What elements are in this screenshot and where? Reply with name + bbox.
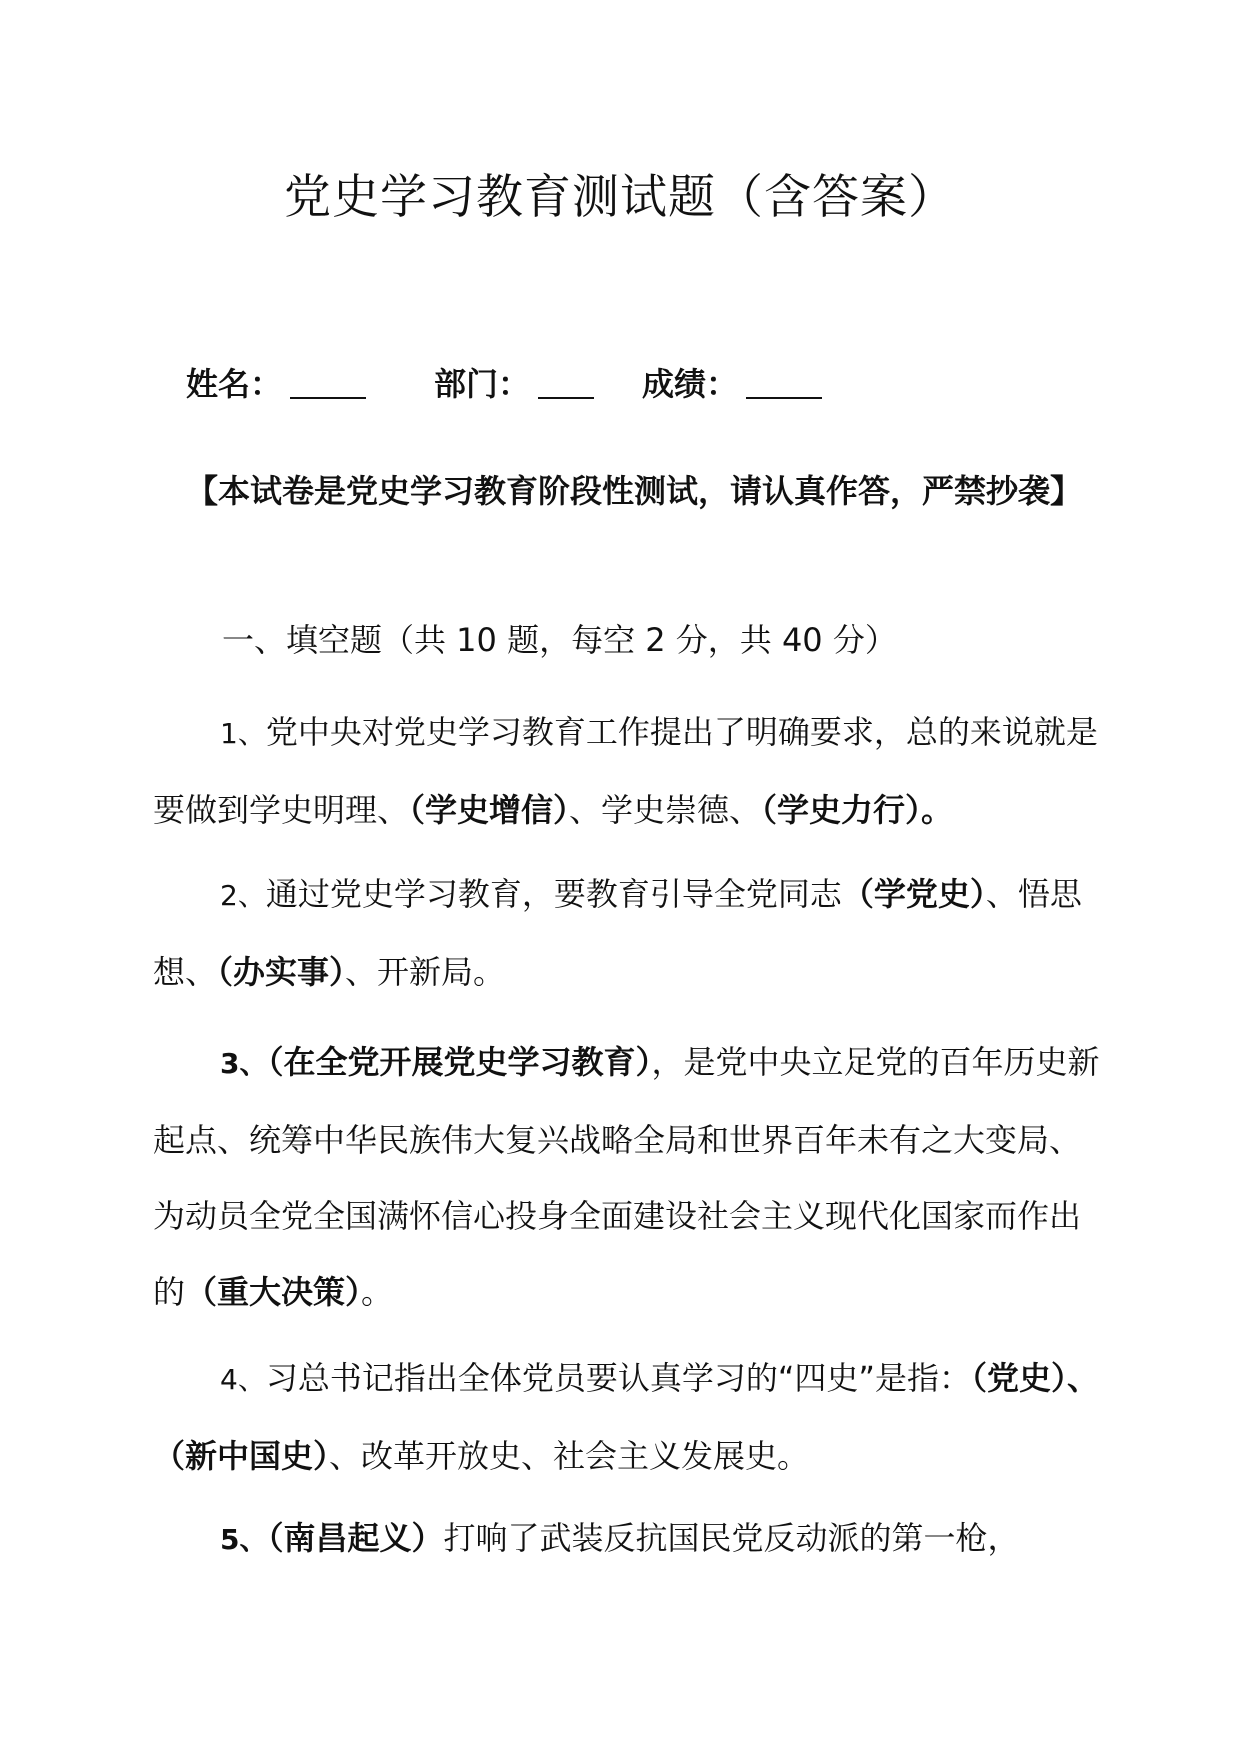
question-2: [153, 856, 1103, 1010]
question-text: 打响了武装反抗国民党反动派的第一枪，: [443, 1519, 1020, 1557]
dept-blank: [538, 367, 594, 399]
question-3: [153, 1024, 1103, 1330]
answer: （南昌起义）: [267, 1519, 444, 1557]
name-blank: [290, 367, 366, 399]
answer: （在全党开展党史学习教育）: [267, 1043, 652, 1081]
question-1: [153, 694, 1103, 848]
question-text: 、学史崇德、: [569, 791, 762, 829]
answer: （新中国史）: [153, 1437, 330, 1475]
answer: （学史增信）: [409, 791, 570, 829]
question-text: 党中央对党史学习教育工作提出了明确要求，总的来说就是要做到学史明理、: [153, 713, 1098, 829]
exam-notice: 【本试卷是党史学习教育阶段性测试，请认真作答，严禁抄袭】: [186, 472, 1083, 510]
name-field: [186, 362, 366, 406]
question-text: 、改革开放史、社会主义发展史。: [329, 1437, 810, 1475]
answer: （重大决策）: [185, 1273, 362, 1311]
question-text: 、开新局。: [345, 953, 506, 991]
question-text: ，是党中央立足党的百年历史新起点、统筹中华民族伟大复兴战略全局和世界百年未有之大变局、为动员全党全国满怀信心投身全面建设社会主义现代化国家而作出的: [153, 1043, 1100, 1311]
document-title: 党史学习教育测试题（含答案）: [284, 170, 956, 225]
answer: （学史力行）。: [761, 791, 954, 829]
score-blank: [746, 367, 822, 399]
question-number: 2、: [220, 879, 266, 912]
dept-field: [434, 362, 594, 406]
answer: （学党史）: [841, 875, 986, 913]
dept-label: 部门：: [434, 365, 531, 403]
question-number: 5、: [220, 1523, 268, 1556]
question-number: 3、: [220, 1047, 268, 1080]
question-text: 。: [361, 1273, 394, 1311]
question-text: 通过党史学习教育，要教育引导全党同志: [265, 875, 842, 913]
score-label: 成绩：: [642, 365, 739, 403]
question-number: 1、: [220, 717, 266, 750]
question-text: 、悟思想、: [153, 875, 1082, 991]
question-4: [153, 1340, 1103, 1494]
answer: （党史）、: [971, 1359, 1100, 1397]
question-text: 习总书记指出全体党员要认真学习的“四史”是指：: [265, 1359, 971, 1397]
score-field: [642, 362, 822, 406]
section-title: 一、填空题（共 10 题，每空 2 分，共 40 分）: [222, 621, 897, 659]
answer: （办实事）: [217, 953, 346, 991]
question-number: 4、: [220, 1363, 266, 1396]
name-label: 姓名：: [186, 365, 283, 403]
question-5: [153, 1500, 1103, 1578]
